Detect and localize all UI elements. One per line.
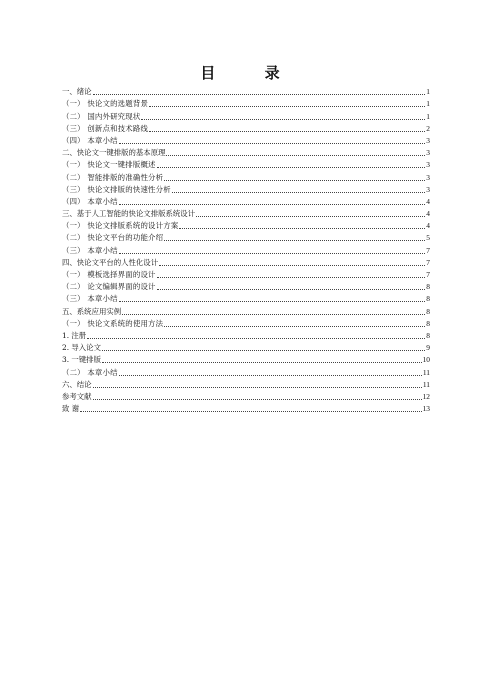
toc-entry-page: 3 <box>426 135 430 145</box>
toc-entry <box>62 122 430 134</box>
toc-entry-label: （二） 国内外研究现状 <box>62 111 141 121</box>
toc-entry-page: 8 <box>426 330 430 340</box>
toc-entry-page: 2 <box>426 123 430 133</box>
toc-entry-label: （四） 本章小结 <box>62 135 118 145</box>
toc-entry-label: （一） 快论文一键排版概述 <box>62 160 156 170</box>
dot-leader <box>172 192 425 193</box>
dot-leader <box>179 228 425 229</box>
dot-leader <box>157 289 426 290</box>
toc-entry-label: 四、快论文平台的人性化设计 <box>62 257 159 267</box>
toc-entry-label: （二） 论文编辑界面的设计 <box>62 282 156 292</box>
toc-entry <box>62 268 430 280</box>
toc-entry-label: （三） 本章小结 <box>62 245 118 255</box>
dot-leader <box>157 277 426 278</box>
toc-entry-label: （四） 本章小结 <box>62 196 118 206</box>
toc-entry-label: 一、绪论 <box>62 87 92 97</box>
toc-entry-label: （一） 快论文的选题背景 <box>62 99 149 109</box>
dot-leader <box>102 362 422 363</box>
toc-entry-page: 8 <box>426 318 430 328</box>
toc-entry-label: 参考文献 <box>62 391 92 401</box>
dot-leader <box>102 350 425 351</box>
toc-entry <box>62 317 430 329</box>
toc-entry-label: （一） 快论文排版系统的设计方案 <box>62 221 179 231</box>
toc-entry <box>62 304 430 316</box>
toc-entry <box>62 365 430 377</box>
toc-entry <box>62 353 430 365</box>
toc-entry-page: 3 <box>426 160 430 170</box>
dot-leader <box>141 119 425 120</box>
toc-entry-page: 13 <box>422 404 430 414</box>
table-of-contents <box>62 85 430 414</box>
toc-entry-label: （二） 快论文平台的功能介绍 <box>62 233 164 243</box>
toc-entry-label: （一） 模板选择界面的设计 <box>62 270 156 279</box>
toc-entry-page: 1 <box>426 111 430 121</box>
toc-entry <box>62 292 430 304</box>
toc-entry-page: 4 <box>426 221 430 231</box>
toc-entry-label: 六、结论 <box>62 379 92 389</box>
toc-entry <box>62 231 430 243</box>
toc-entry <box>62 134 430 146</box>
toc-entry-label: （三） 本章小结 <box>62 294 118 304</box>
toc-entry <box>62 158 430 170</box>
toc-entry <box>62 243 430 255</box>
dot-leader <box>164 180 425 181</box>
toc-entry-page: 9 <box>426 343 430 353</box>
toc-entry <box>62 183 430 195</box>
toc-entry <box>62 109 430 121</box>
toc-entry-page: 11 <box>422 379 430 389</box>
toc-entry-label: （一） 快论文系统的使用方法 <box>62 318 164 328</box>
toc-entry-page: 5 <box>426 233 430 243</box>
dot-leader <box>164 240 425 241</box>
toc-entry-page: 8 <box>426 294 430 304</box>
dot-leader <box>157 167 426 168</box>
toc-entry-label: 3. 一键排版 <box>62 355 101 365</box>
toc-entry-page: 12 <box>422 391 430 401</box>
toc-entry <box>62 195 430 207</box>
dot-leader <box>80 411 421 412</box>
toc-entry-label: 1. 注册 <box>62 330 87 340</box>
toc-entry <box>62 256 430 268</box>
toc-entry-page: 8 <box>426 282 430 292</box>
toc-entry <box>62 207 430 219</box>
toc-entry-label: 二、快论文一键排版的基本原理 <box>62 148 166 158</box>
dot-leader <box>164 326 425 327</box>
toc-entry <box>62 97 430 109</box>
toc-entry-page: 1 <box>426 87 430 97</box>
toc-entry-page: 7 <box>426 270 430 279</box>
toc-entry-page: 8 <box>426 306 430 316</box>
toc-entry <box>62 170 430 182</box>
toc-entry-page: 4 <box>426 196 430 206</box>
dot-leader <box>93 399 422 400</box>
dot-leader <box>166 155 425 156</box>
toc-entry <box>62 341 430 353</box>
toc-entry-page: 7 <box>426 257 430 267</box>
toc-entry-label: （三） 快论文排版的快速性分析 <box>62 184 171 194</box>
toc-entry-label: （三） 创新点和技术路线 <box>62 123 149 133</box>
toc-entry-page: 11 <box>422 367 430 377</box>
dot-leader <box>119 375 422 376</box>
toc-entry <box>62 85 430 97</box>
toc-entry-page: 3 <box>426 184 430 194</box>
dot-leader <box>119 253 426 254</box>
toc-entry <box>62 329 430 341</box>
dot-leader <box>119 143 426 144</box>
dot-leader <box>122 314 425 315</box>
dot-leader <box>119 204 426 205</box>
toc-entry <box>62 146 430 158</box>
toc-entry-page: 4 <box>426 209 430 219</box>
dot-leader <box>93 387 422 388</box>
dot-leader <box>149 106 425 107</box>
toc-entry-page: 10 <box>422 355 430 365</box>
toc-entry-label: 2. 导入论文 <box>62 343 101 353</box>
dot-leader <box>159 265 425 266</box>
toc-entry-page: 3 <box>426 148 430 158</box>
dot-leader <box>149 131 425 132</box>
dot-leader <box>93 94 426 95</box>
toc-entry-label: 五、系统应用实例 <box>62 306 122 316</box>
toc-entry-page: 3 <box>426 172 430 182</box>
toc-entry-label: （二） 本章小结 <box>62 367 118 377</box>
toc-entry <box>62 378 430 390</box>
toc-entry <box>62 280 430 292</box>
dot-leader <box>119 301 426 302</box>
toc-entry-page: 1 <box>426 99 430 109</box>
toc-entry <box>62 402 430 414</box>
dot-leader <box>196 216 425 217</box>
toc-entry-page: 7 <box>426 245 430 255</box>
toc-entry <box>62 390 430 402</box>
toc-entry-label: 致 谢 <box>62 404 80 414</box>
toc-entry <box>62 219 430 231</box>
dot-leader <box>87 338 425 339</box>
toc-entry-label: 三、基于人工智能的快论文排版系统设计 <box>62 209 196 219</box>
toc-title: 目 录 <box>200 64 302 82</box>
toc-entry-label: （二） 智能排版的准确性分析 <box>62 172 164 182</box>
